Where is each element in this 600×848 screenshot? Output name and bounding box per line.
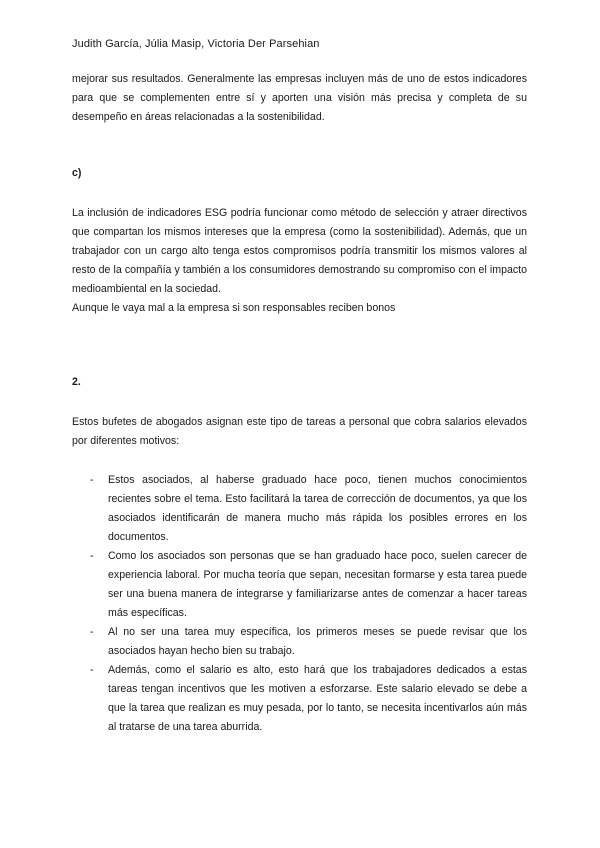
bullet-dash: - xyxy=(90,550,94,562)
bullet-item xyxy=(72,623,527,661)
section-c-note: Aunque le vaya mal a la empresa si son responsables reciben bonos xyxy=(72,302,396,314)
section-2-heading: 2. xyxy=(72,376,81,388)
page-header-authors: Judith García, Júlia Masip, Victoria Der Parsehian xyxy=(72,38,320,50)
section-c-body xyxy=(72,204,527,318)
bullet-text: Además, como el salario es alto, esto hará que los trabajadores dedicados a estas tareas tengan incentivos que les motiven a esforzarse. Este salario elevado se debe a que la tarea que realizan es muy pesada, por lo tanto, se necesita incentivarlos aún más al tratarse de una tarea aburrida. xyxy=(108,664,527,733)
bullet-item xyxy=(72,471,527,547)
section-c-heading: c) xyxy=(72,167,82,179)
section-c-paragraph: La inclusión de indicadores ESG podría funcionar como método de selección y atraer directivos que compartan los mismos intereses que la empresa (como la sostenibilidad). Además, que un trabajador con un cargo alto tenga estos compromisos podría transmitir los mismos valores al resto de la compañía y también a los consumidores demostrando su compromiso con el impacto medioambiental en la sociedad. xyxy=(72,207,527,295)
intro-paragraph: mejorar sus resultados. Generalmente las empresas incluyen más de uno de estos indicadores para que se complementen entre sí y aporten una visión más precisa y completa de su desempeño en áreas relacionadas a la sostenibilidad. xyxy=(72,73,527,123)
bullet-dash: - xyxy=(90,474,94,486)
bullet-text: Al no ser una tarea muy específica, los primeros meses se puede revisar que los asociados hayan hecho bien su trabajo. xyxy=(108,626,527,657)
bullet-dash: - xyxy=(90,626,94,638)
section-2-intro: Estos bufetes de abogados asignan este tipo de tareas a personal que cobra salarios elevados por diferentes motivos: xyxy=(72,416,527,447)
bullet-dash: - xyxy=(90,664,94,676)
bullet-item xyxy=(72,547,527,623)
bullet-text: Estos asociados, al haberse graduado hace poco, tienen muchos conocimientos recientes sobre el tema. Esto facilitará la tarea de corrección de documentos, ya que los asociados identificarán de manera mucho más rápida los posibles errores en los documentos. xyxy=(108,474,527,543)
section-2-bullet-list xyxy=(72,471,527,737)
bullet-text: Como los asociados son personas que se han graduado hace poco, suelen carecer de experiencia laboral. Por mucha teoría que sepan, necesitan formarse y esta tarea puede ser una buena manera de integrarse y familiarizarse antes de comenzar a hacer tareas más específicas. xyxy=(108,550,527,619)
bullet-item xyxy=(72,661,527,737)
